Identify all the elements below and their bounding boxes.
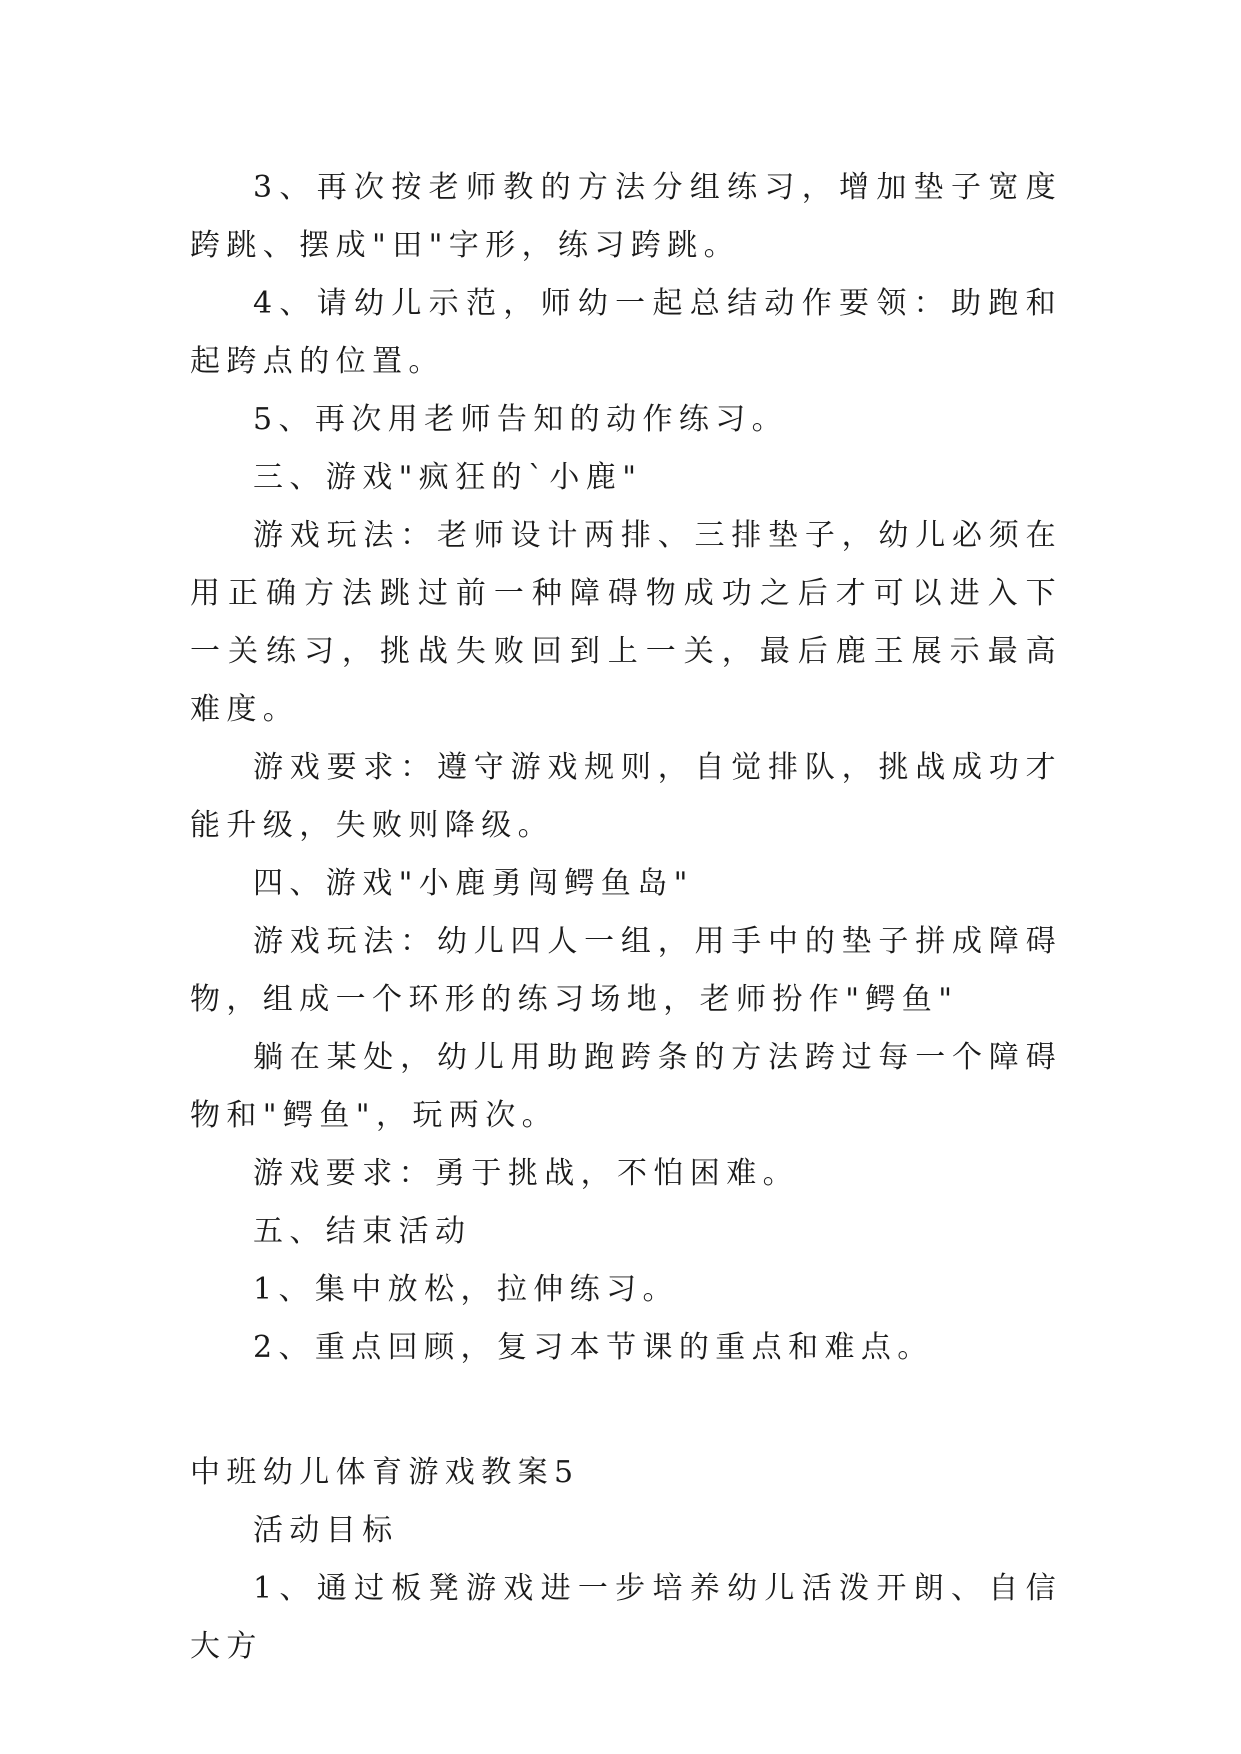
paragraph: 游戏要求：勇于挑战，不怕困难。 (253, 1156, 799, 1191)
section-heading: 四、游戏"小鹿勇闯鳄鱼岛" (253, 866, 694, 901)
paragraph: 2、重点回顾，复习本节课的重点和难点。 (253, 1330, 934, 1365)
section-heading: 五、结束活动 (253, 1214, 472, 1249)
paragraph: 4、请幼儿示范，师幼一起总结动作要领：助跑和起跨点的位置。 (190, 286, 1062, 379)
document-body (190, 159, 1062, 1676)
paragraph: 游戏要求：遵守游戏规则，自觉排队，挑战成功才能升级，失败则降级。 (190, 750, 1062, 843)
paragraph: 游戏玩法：幼儿四人一组，用手中的垫子拼成障碍物，组成一个环形的练习场地，老师扮作"鳄鱼" (190, 924, 1062, 1017)
paragraph: 躺在某处，幼儿用助跑跨条的方法跨过每一个障碍物和"鳄鱼"，玩两次。 (190, 1040, 1062, 1133)
paragraph: 1、集中放松，拉伸练习。 (253, 1272, 679, 1307)
lesson-plan-title: 中班幼儿体育游戏教案5 (190, 1455, 580, 1490)
paragraph: 5、再次用老师告知的动作练习。 (253, 402, 789, 437)
paragraph: 3、再次按老师教的方法分组练习，增加垫子宽度跨跳、摆成"田"字形，练习跨跳。 (190, 170, 1062, 263)
paragraph: 1、通过板凳游戏进一步培养幼儿活泼开朗、自信大方 (190, 1571, 1062, 1664)
section-heading: 三、游戏"疯狂的`小鹿" (253, 460, 643, 495)
paragraph: 游戏玩法：老师设计两排、三排垫子，幼儿必须在用正确方法跳过前一种障碍物成功之后才可以进入下一关练习，挑战失败回到上一关，最后鹿王展示最高难度。 (190, 518, 1062, 727)
section-heading: 活动目标 (253, 1513, 399, 1548)
